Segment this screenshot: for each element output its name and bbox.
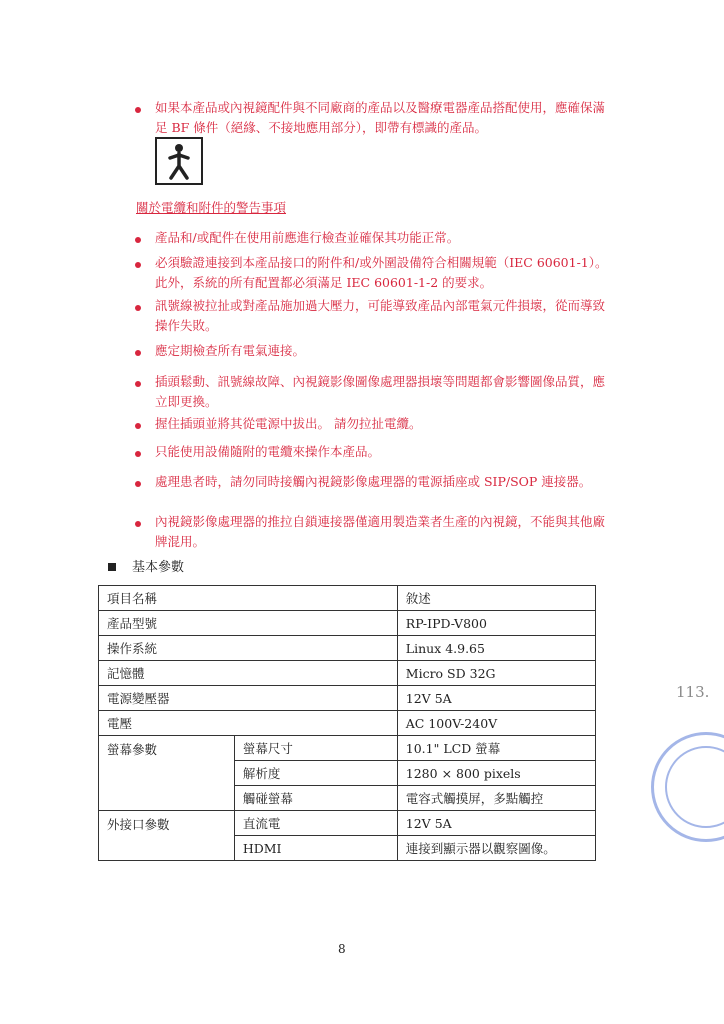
warning-item: 訊號線被拉扯或對產品施加過大壓力，可能導致產品內部電氣元件損壞，從而導致操作失敗。 (155, 298, 606, 333)
table-cell: 解析度 (234, 761, 397, 786)
table-cell: 10.1" LCD 螢幕 (397, 736, 595, 761)
table-cell: 記憶體 (99, 661, 398, 686)
company-stamp (651, 732, 724, 842)
table-cell: 敘述 (397, 586, 595, 611)
table-cell: HDMI (234, 836, 397, 861)
table-row (99, 811, 596, 836)
table-cell: 螢幕參數 (99, 736, 235, 811)
table-cell: 觸碰螢幕 (234, 786, 397, 811)
section-square-marker (108, 563, 116, 571)
warning-item: 內視鏡影像處理器的推拉自鎖連接器僅適用製造業者生產的內視鏡，不能與其他廠牌混用。 (155, 514, 606, 549)
table-row (99, 711, 596, 736)
table-cell: 12V 5A (397, 686, 595, 711)
bullet-dot (135, 350, 141, 356)
table-cell: 操作系統 (99, 636, 398, 661)
bf-applied-part-icon (155, 137, 203, 185)
warning-item: 插頭鬆動、訊號線故障、內視鏡影像圖像處理器損壞等問題都會影響圖像品質，應立即更換。 (155, 374, 606, 409)
table-cell: 電容式觸摸屏，多點觸控 (397, 786, 595, 811)
table-cell: Micro SD 32G (397, 661, 595, 686)
table-cell: 1280 × 800 pixels (397, 761, 595, 786)
table-cell: 外接口參數 (99, 811, 235, 861)
bullet-dot (135, 423, 141, 429)
section-heading: 關於電纜和附件的警告事項 (136, 200, 287, 215)
table-cell: 直流電 (234, 811, 397, 836)
bullet-dot (135, 107, 141, 113)
table-cell: AC 100V-240V (397, 711, 595, 736)
table-cell: 12V 5A (397, 811, 595, 836)
table-cell: Linux 4.9.65 (397, 636, 595, 661)
bullet-dot (135, 381, 141, 387)
spec-table (98, 585, 596, 861)
warning-item: 必須驗證連接到本產品接口的附件和/或外圍設備符合相關規範（IEC 60601-1）。此外，系統的所有配置都必須滿足 IEC 60601-1-2 的要求。 (155, 255, 608, 290)
table-row (99, 736, 596, 761)
table-cell: 電壓 (99, 711, 398, 736)
bf-condition-text: 如果本產品或內視鏡配件與不同廠商的產品以及醫療電器產品搭配使用，應確保滿足 BF 條件（絕緣、不接地應用部分），即帶有標識的產品。 (155, 100, 606, 135)
bullet-dot (135, 237, 141, 243)
table-cell: 電源變壓器 (99, 686, 398, 711)
table-row (99, 686, 596, 711)
bullet-dot (135, 305, 141, 311)
warning-item: 產品和/或配件在使用前應進行檢查並確保其功能正常。 (155, 230, 460, 245)
table-cell: 產品型號 (99, 611, 398, 636)
bullet-dot (135, 521, 141, 527)
bullet-dot (135, 481, 141, 487)
table-row (99, 636, 596, 661)
page-number: 8 (338, 942, 346, 956)
warning-item: 握住插頭並將其從電源中拔出。 請勿拉扯電纜。 (155, 416, 422, 431)
warning-item: 應定期檢查所有電氣連接。 (155, 343, 306, 358)
side-page-marker: 113. (676, 683, 710, 701)
table-cell: 螢幕尺寸 (234, 736, 397, 761)
params-title: 基本參數 (132, 560, 185, 575)
bullet-dot (135, 262, 141, 268)
table-cell: 連接到顯示器以觀察圖像。 (397, 836, 595, 861)
table-cell: RP-IPD-V800 (397, 611, 595, 636)
table-row (99, 611, 596, 636)
warning-item: 處理患者時，請勿同時接觸內視鏡影像處理器的電源插座或 SIP/SOP 連接器。 (155, 474, 592, 489)
table-row (99, 661, 596, 686)
table-row (99, 586, 596, 611)
warning-item: 只能使用設備隨附的電纜來操作本產品。 (155, 444, 381, 459)
table-cell: 項目名稱 (99, 586, 398, 611)
bullet-dot (135, 451, 141, 457)
